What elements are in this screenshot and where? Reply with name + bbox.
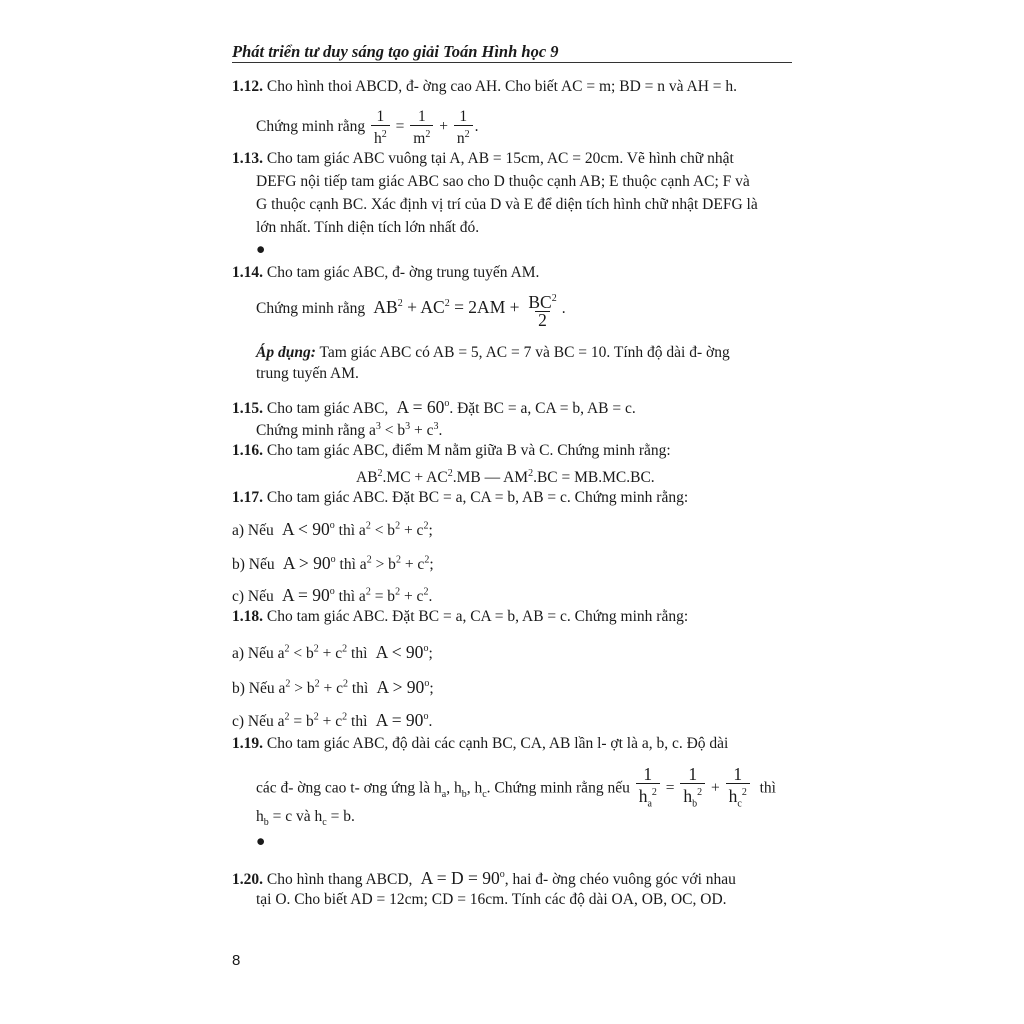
header-rule [232,62,792,63]
problem-1-16-line-1: 1.16. Cho tam giác ABC, điểm M nằm giữa B và C. Chứng minh rằng: [232,442,671,459]
bullet-icon: ● [256,833,266,850]
apply-text: Tam giác ABC có AB = 5, AC = 7 và BC = 10. Tính độ dài đ- ờng [319,344,730,361]
bullet-icon: ● [256,241,266,258]
problem-1-19-line-2: các đ- ờng cao t- ơng ứng là $h_a$, $h_b$, $h_c$. Chứng minh rằng nếu $\frac{1}{h_a^2}$ = $\frac{1}{h_b^2}$ + $\frac{1}{h_c^2}$ thì [256,766,776,812]
fraction-1-h2: $\frac{1}{h^2}$ [371,108,390,147]
apply-label: Áp dụng: [256,344,316,361]
problem-1-12-line-1 [232,77,737,97]
problem-1-18-b: b) Nếu $a^2 > b^2 + c^2$ thì $A > 90^o$; [232,676,434,697]
problem-1-17-line-1: 1.17. Cho tam giác ABC. Đặt BC = a, CA = b, AB = c. Chứng minh rằng: [232,489,689,506]
problem-1-18-c: c) Nếu $a^2 = b^2 + c^2$ thì $A = 90^o$. [232,709,433,730]
fraction-1-hc2: $\frac{1}{h_c^2}$ [726,766,750,812]
problem-text: Cho tam giác ABC, đ- ờng trung tuyến AM. [266,264,540,281]
problem-number: 1.17. [232,489,263,506]
problem-1-17-b: b) Nếu $A > 90^o$ thì $a^2 > b^2 + c^2$; [232,552,434,573]
running-header: Phát triển tư duy sáng tạo giải Toán Hình học 9 [232,42,559,61]
prove-text: Chứng minh rằng [256,118,366,136]
page-number: 8 [232,952,241,969]
problem-1-13-line-2: DEFG nội tiếp tam giác ABC sao cho D thuộc cạnh AB; E thuộc cạnh AC; F và [256,173,750,190]
problem-number: 1.12. [232,78,263,95]
fraction-1-ha2: $\frac{1}{h_a^2}$ [636,766,660,812]
problem-1-18-line-1: 1.18. Cho tam giác ABC. Đặt BC = a, CA = b, AB = c. Chứng minh rằng: [232,608,689,625]
problem-1-17-a: a) Nếu $A < 90^o$ thì $a^2 < b^2 + c^2$; [232,518,433,539]
fraction-bc2-over-2: $\frac{BC^2}{2}$ [528,291,557,330]
problem-1-12-formula: Chứng minh rằng $\frac{1}{h^2}$ = $\frac{1}{m^2}$ + $\frac{1}{n^2}$ . [256,108,479,148]
problem-1-17-c: c) Nếu $A = 90^o$ thì $a^2 = b^2 + c^2$. [232,584,433,605]
problem-1-15-line-1: 1.15. Cho tam giác ABC, $A = 60^o$. Đặt BC = a, CA = b, AB = c. [232,396,636,417]
problem-1-19-line-3: $h_b = c$ và $h_c = b$. [256,808,355,829]
problem-number: 1.18. [232,608,263,625]
problem-text: Cho tam giác ABC vuông tại A, AB = 15cm, AC = 20cm. Vẽ hình chữ nhật [266,150,734,167]
problem-number: 1.16. [232,442,263,459]
prove-text: Chứng minh rằng [256,299,366,317]
problem-1-14-apply-line-2: trung tuyến AM. [256,365,359,382]
problem-1-13-line-3: G thuộc cạnh BC. Xác định vị trí của D và E để diện tích hình chữ nhật DEFG là [256,196,758,213]
problem-1-13-line-4: lớn nhất. Tính diện tích lớn nhất đó. [256,219,480,236]
problem-number: 1.14. [232,264,263,281]
fraction-1-hb2: $\frac{1}{h_b^2}$ [680,766,705,812]
problem-1-14-formula: Chứng minh rằng $AB^2 + AC^2 = 2AM$ + $\frac{BC^2}{2}$ . [256,291,566,330]
problem-1-15-line-2: Chứng minh rằng $a^3 < b^3 + c^3$. [256,421,443,440]
section-heading-combined [256,832,265,852]
problem-1-14-line-1 [232,263,539,283]
fraction-1-m2: $\frac{1}{m^2}$ [410,108,433,147]
problem-1-13-line-1 [232,149,734,169]
problem-1-16-formula: $AB^2.MC + AC^2.MB$ — $AM^2.BC = MB.MC.BC$. [356,468,655,487]
problem-1-19-line-1: 1.19. Cho tam giác ABC, độ dài các cạnh BC, CA, AB lần l- ợt là a, b, c. Độ dài [232,735,729,752]
problem-1-14-apply-line-1 [256,343,730,363]
problem-text: Cho hình thoi ABCD, đ- ờng cao AH. Cho biết AC = m; BD = n và AH = h. [266,78,738,95]
problem-number: 1.15. [232,399,263,417]
problem-1-18-a: a) Nếu $a^2 < b^2 + c^2$ thì $A < 90^o$; [232,641,433,662]
section-heading-pythagoras [256,240,265,260]
problem-number: 1.13. [232,150,263,167]
problem-number: 1.19. [232,735,263,752]
fraction-1-n2: $\frac{1}{n^2}$ [454,108,473,147]
problem-1-20-line-2: tại O. Cho biết AD = 12cm; CD = 16cm. Tính các độ dài OA, OB, OC, OD. [256,891,727,908]
problem-1-20-line-1: 1.20. Cho hình thang ABCD, $A = D = 90^o$, hai đ- ờng chéo vuông góc với nhau [232,867,736,888]
problem-number: 1.20. [232,870,263,888]
